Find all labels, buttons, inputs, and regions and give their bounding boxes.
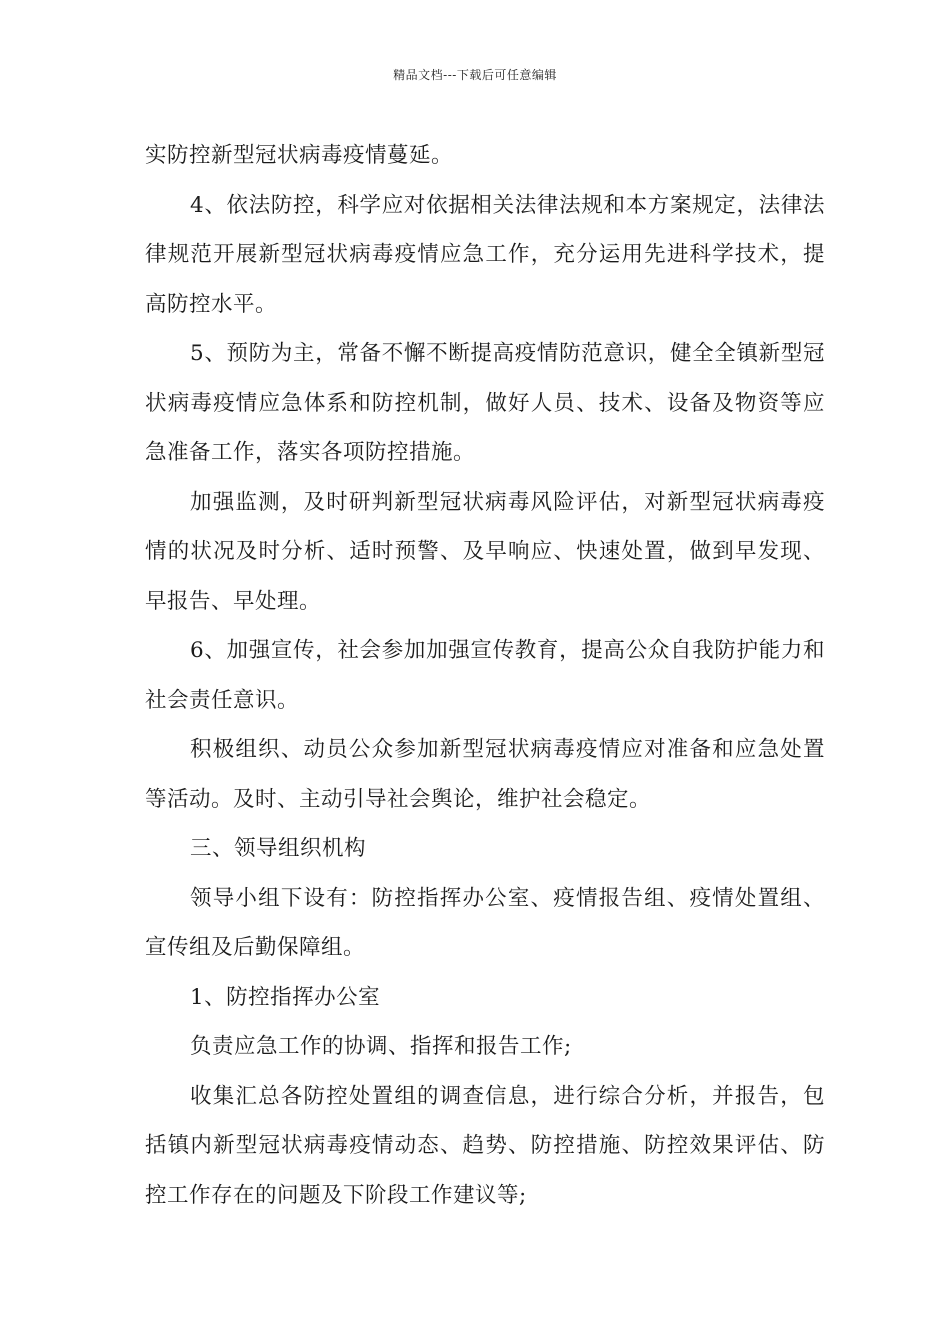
paragraph-principle-4: 4、依法防控，科学应对依据相关法律法规和本方案规定，法律法律规范开展新型冠状病毒疫情应急工作，充分运用先进科学技术，提高防控水平。: [145, 192, 825, 317]
page-header: 精品文档---下载后可任意编辑: [393, 68, 557, 82]
document-body: [145, 131, 825, 1220]
paragraph-monitoring: 加强监测，及时研判新型冠状病毒风险评估，对新型冠状病毒疫情的状况及时分析、适时预警、及早响应、快速处置，做到早发现、早报告、早处理。: [145, 489, 825, 614]
paragraph-office-duty-1: 负责应急工作的协调、指挥和报告工作;: [190, 1034, 572, 1059]
paragraph-continuation: 实防控新型冠状病毒疫情蔓延。: [145, 143, 454, 168]
section-heading-leadership: 三、领导组织机构: [190, 836, 367, 861]
paragraph-principle-6: 6、加强宣传，社会参加加强宣传教育，提高公众自我防护能力和社会责任意识。: [145, 638, 825, 713]
subsection-heading-office: 1、防控指挥办公室: [190, 984, 381, 1010]
paragraph-office-duty-2: 收集汇总各防控处置组的调查信息，进行综合分析，并报告，包括镇内新型冠状病毒疫情动态、趋势、防控措施、防控效果评估、防控工作存在的问题及下阶段工作建议等;: [145, 1083, 825, 1208]
paragraph-groups: 领导小组下设有：防控指挥办公室、疫情报告组、疫情处置组、宣传组及后勤保障组。: [145, 885, 825, 960]
paragraph-mobilize: 积极组织、动员公众参加新型冠状病毒疫情应对准备和应急处置等活动。及时、主动引导社会舆论，维护社会稳定。: [145, 737, 825, 812]
paragraph-principle-5: 5、预防为主，常备不懈不断提高疫情防范意识，健全全镇新型冠状病毒疫情应急体系和防控机制，做好人员、技术、设备及物资等应急准备工作，落实各项防控措施。: [145, 341, 825, 465]
